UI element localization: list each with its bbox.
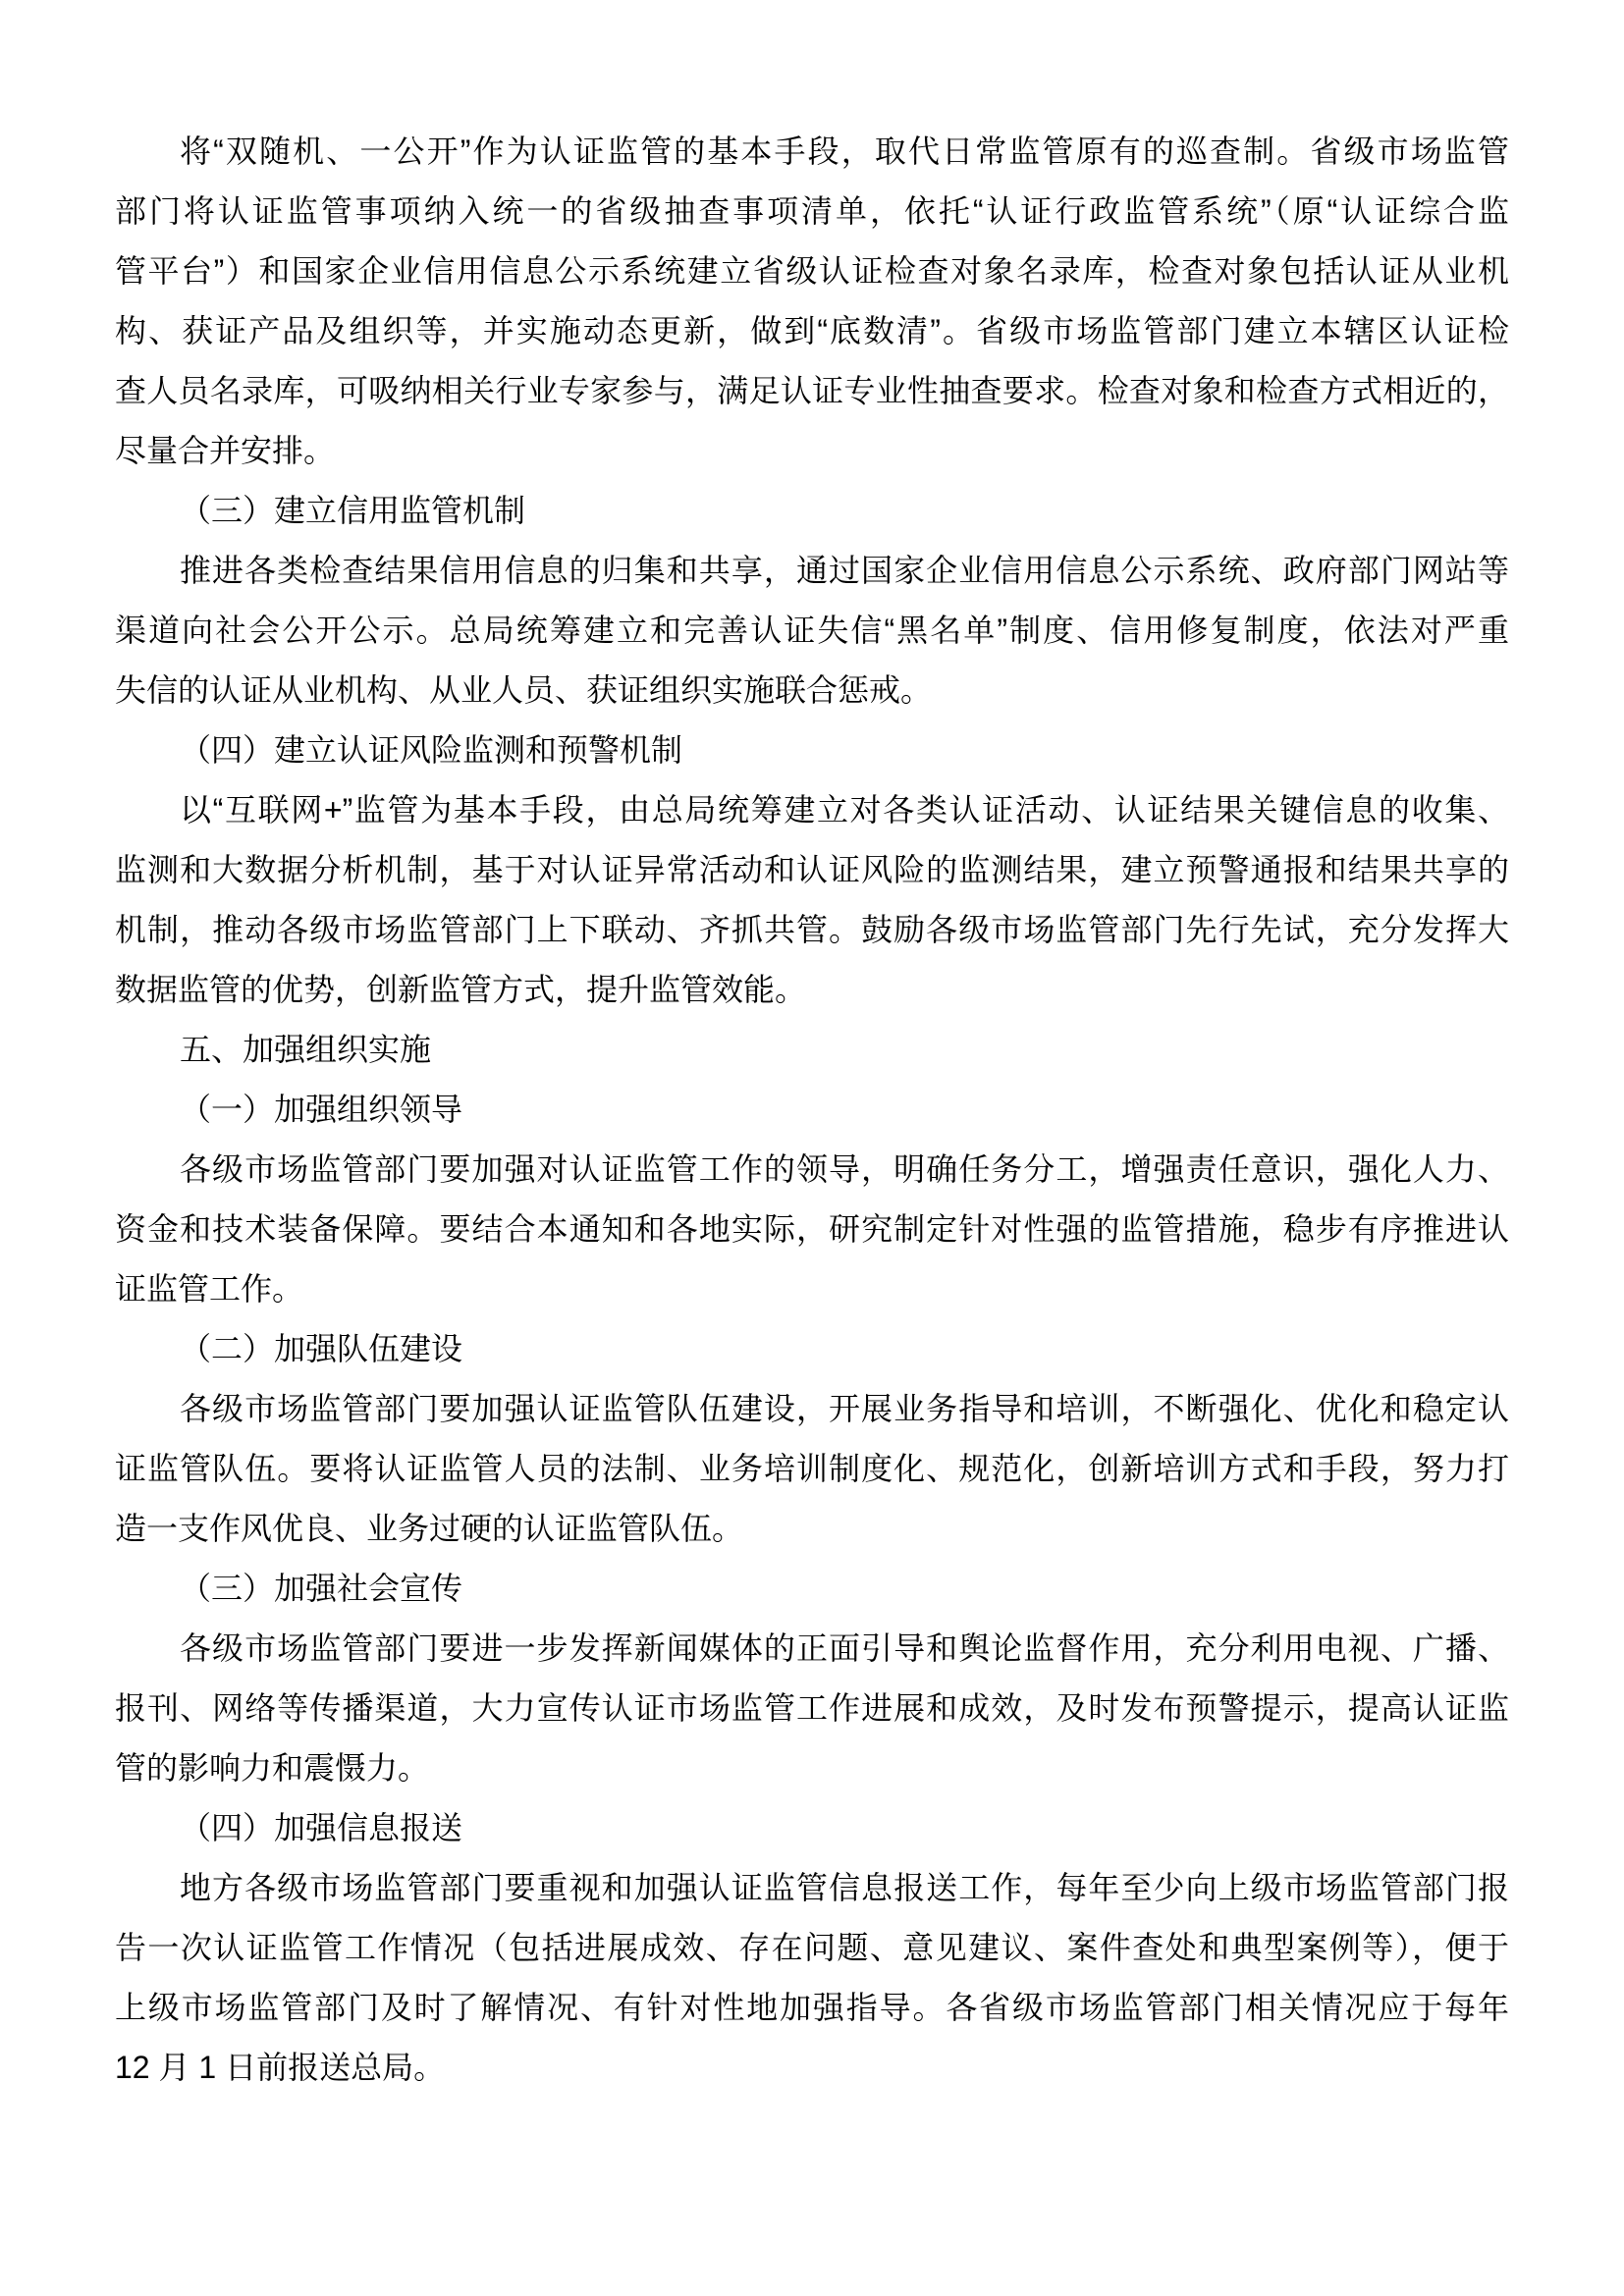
text-line: 将“双随机、一公开”作为认证监管的基本手段，取代日常监管原有的巡查制。省级市场监管 xyxy=(180,133,1509,169)
text-line: 各级市场监管部门要加强认证监管队伍建设，开展业务指导和培训，不断强化、优化和稳定认 xyxy=(180,1391,1509,1426)
text-line: 机制，推动各级市场监管部门上下联动、齐抓共管。鼓励各级市场监管部门先行先试，充分发挥大 xyxy=(115,912,1509,947)
text-line: 造一支作风优良、业务过硬的认证监管队伍。 xyxy=(115,1511,744,1546)
text-line: （四）加强信息报送 xyxy=(180,1810,463,1845)
text-line: 五、加强组织实施 xyxy=(180,1032,432,1067)
heading xyxy=(115,481,1509,541)
text-line: 12 月 1 日前报送总局。 xyxy=(115,2050,446,2085)
text-line: 以“互联网+”监管为基本手段，由总局统筹建立对各类认证活动、认证结果关键信息的收集、 xyxy=(180,792,1509,828)
paragraph xyxy=(115,780,1509,1020)
paragraph xyxy=(115,1858,1509,2098)
paragraph xyxy=(115,1379,1509,1559)
text-line: （二）加强队伍建设 xyxy=(180,1331,463,1366)
text-line: （三）建立信用监管机制 xyxy=(180,493,526,528)
document-body xyxy=(115,122,1509,2098)
paragraph xyxy=(115,541,1509,721)
text-line: 尽量合并安排。 xyxy=(115,433,336,468)
heading xyxy=(115,1559,1509,1619)
text-line: （四）建立认证风险监测和预警机制 xyxy=(180,732,683,768)
text-line: 数据监管的优势，创新监管方式，提升监管效能。 xyxy=(115,972,807,1007)
text-line: 各级市场监管部门要加强对认证监管工作的领导，明确任务分工，增强责任意识，强化人力、 xyxy=(180,1151,1509,1187)
text-line: 证监管队伍。要将认证监管人员的法制、业务培训制度化、规范化，创新培训方式和手段，努力打 xyxy=(115,1451,1509,1486)
text-line: （一）加强组织领导 xyxy=(180,1092,463,1127)
heading xyxy=(115,721,1509,780)
paragraph xyxy=(115,122,1509,481)
text-line: 各级市场监管部门要进一步发挥新闻媒体的正面引导和舆论监督作用，充分利用电视、广播、 xyxy=(180,1630,1509,1666)
text-line: 部门将认证监管事项纳入统一的省级抽查事项清单，依托“认证行政监管系统”（原“认证综合监 xyxy=(115,193,1509,229)
text-line: 管平台”）和国家企业信用信息公示系统建立省级认证检查对象名录库，检查对象包括认证从业机 xyxy=(115,253,1509,289)
heading xyxy=(115,1798,1509,1858)
paragraph xyxy=(115,1619,1509,1798)
heading xyxy=(115,1080,1509,1140)
text-line: 上级市场监管部门及时了解情况、有针对性地加强指导。各省级市场监管部门相关情况应于每年 xyxy=(115,1990,1509,2025)
text-line: 查人员名录库，可吸纳相关行业专家参与，满足认证专业性抽查要求。检查对象和检查方式相近的， xyxy=(115,373,1509,408)
paragraph xyxy=(115,1140,1509,1319)
text-line: 失信的认证从业机构、从业人员、获证组织实施联合惩戒。 xyxy=(115,672,933,708)
text-line: 构、获证产品及组织等，并实施动态更新，做到“底数清”。省级市场监管部门建立本辖区认证检 xyxy=(115,313,1509,348)
text-line: 监测和大数据分析机制，基于对认证异常活动和认证风险的监测结果，建立预警通报和结果共享的 xyxy=(115,852,1509,887)
text-line: 渠道向社会公开公示。总局统筹建立和完善认证失信“黑名单”制度、信用修复制度，依法对严重 xyxy=(115,613,1509,648)
text-line: 地方各级市场监管部门要重视和加强认证监管信息报送工作，每年至少向上级市场监管部门报 xyxy=(180,1870,1509,1905)
text-line: 管的影响力和震慑力。 xyxy=(115,1750,430,1786)
heading xyxy=(115,1319,1509,1379)
text-line: 证监管工作。 xyxy=(115,1271,304,1307)
text-line: 推进各类检查结果信用信息的归集和共享，通过国家企业信用信息公示系统、政府部门网站等 xyxy=(180,553,1509,588)
text-line: 资金和技术装备保障。要结合本通知和各地实际，研究制定针对性强的监管措施，稳步有序推进认 xyxy=(115,1211,1509,1247)
text-line: 报刊、网络等传播渠道，大力宣传认证市场监管工作进展和成效，及时发布预警提示，提高认证监 xyxy=(115,1690,1509,1726)
heading xyxy=(115,1020,1509,1080)
text-line: （三）加强社会宣传 xyxy=(180,1571,463,1606)
text-line: 告一次认证监管工作情况（包括进展成效、存在问题、意见建议、案件查处和典型案例等），便于 xyxy=(115,1930,1509,1965)
